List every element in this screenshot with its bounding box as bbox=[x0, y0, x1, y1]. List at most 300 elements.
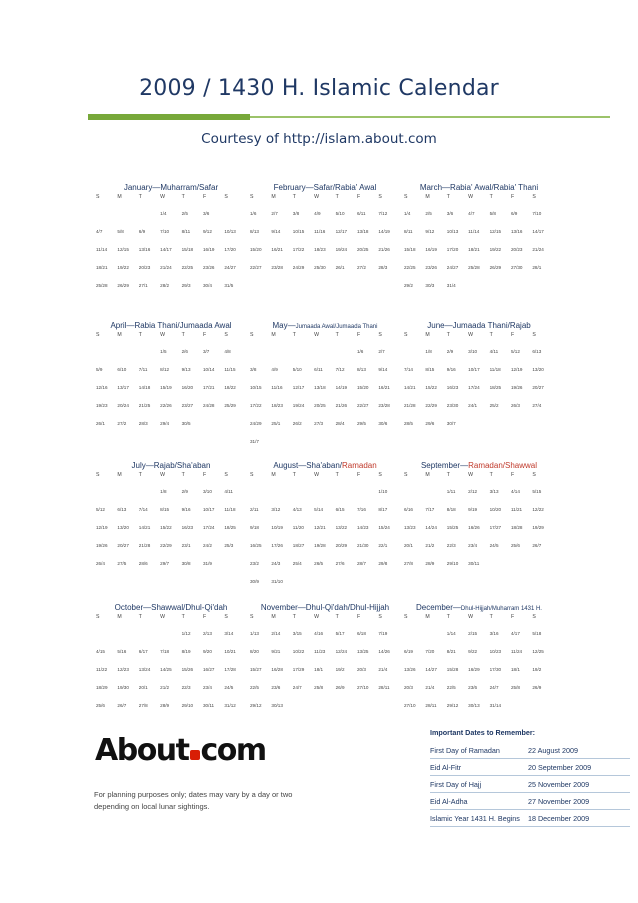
day-cell: 13/25 bbox=[356, 648, 369, 654]
weekday-label: T bbox=[335, 472, 339, 478]
month-title-main: June—Jumaada Thani/Rajab bbox=[427, 321, 531, 330]
weekday-label: T bbox=[292, 332, 296, 338]
weekday-label: M bbox=[117, 194, 122, 200]
day-cell: 23/6 bbox=[468, 684, 478, 690]
day-cell: 29/10 bbox=[446, 560, 459, 566]
day-cell: 23/26 bbox=[202, 264, 215, 270]
week-row bbox=[404, 518, 554, 536]
month-block bbox=[250, 602, 400, 714]
weekday-header bbox=[404, 332, 554, 342]
day-cell: 27/10 bbox=[356, 684, 369, 690]
day-cell: 1/4 bbox=[160, 210, 167, 216]
day-cell: 9/21 bbox=[271, 648, 281, 654]
week-row bbox=[250, 518, 400, 536]
weekday-label: T bbox=[292, 194, 296, 200]
day-cell: 1/12 bbox=[181, 630, 191, 636]
day-cell: 24/28 bbox=[202, 402, 215, 408]
day-cell: 5/12 bbox=[510, 348, 520, 354]
day-cell: 13/23 bbox=[404, 524, 416, 530]
week-row bbox=[250, 696, 400, 714]
weekday-label: W bbox=[468, 614, 474, 620]
week-row bbox=[96, 258, 246, 276]
weekday-label: F bbox=[202, 332, 207, 338]
weekday-label: F bbox=[202, 472, 207, 478]
day-cell: 10/13 bbox=[446, 228, 459, 234]
weekday-label: T bbox=[138, 194, 142, 200]
day-cell: 24/5 bbox=[224, 684, 234, 690]
week-row bbox=[250, 396, 400, 414]
weekday-label: S bbox=[404, 332, 408, 338]
day-cell: 28/2 bbox=[160, 282, 170, 288]
day-cell: 17/22 bbox=[292, 246, 305, 252]
week-row bbox=[250, 204, 400, 222]
day-cell: 20/1 bbox=[138, 684, 148, 690]
day-cell: 1/8 bbox=[160, 488, 167, 494]
weekday-label: T bbox=[446, 614, 450, 620]
day-cell: 15/20 bbox=[250, 246, 262, 252]
week-row bbox=[96, 342, 246, 360]
day-cell: 16/29 bbox=[468, 666, 480, 672]
weekday-label: F bbox=[510, 332, 515, 338]
day-cell: 14/25 bbox=[160, 666, 172, 672]
day-cell: 14/26 bbox=[378, 648, 390, 654]
important-dates-heading: Important Dates to Remember: bbox=[430, 728, 536, 737]
day-cell: 14/21 bbox=[404, 384, 416, 390]
day-cell: 5/10 bbox=[335, 210, 345, 216]
day-cell: 7/11 bbox=[138, 366, 148, 372]
weekday-label: F bbox=[510, 194, 515, 200]
day-cell: 14/23 bbox=[356, 524, 369, 530]
important-date-row bbox=[430, 759, 630, 776]
day-cell: 2/11 bbox=[250, 506, 259, 512]
month-block bbox=[250, 182, 400, 276]
day-cell: 24/5 bbox=[489, 542, 499, 548]
month-title-main: August—Sha'aban/ bbox=[273, 461, 342, 470]
day-cell: 25/6 bbox=[510, 542, 520, 548]
day-cell: 18/29 bbox=[96, 684, 108, 690]
day-cell: 15/26 bbox=[181, 666, 194, 672]
month-title-main: January—Muharram/Safar bbox=[123, 183, 219, 192]
day-cell: 29/6 bbox=[425, 420, 435, 426]
week-row bbox=[96, 518, 246, 536]
day-cell: 14/17 bbox=[160, 246, 172, 252]
week-row bbox=[96, 536, 246, 554]
day-cell: 27/3 bbox=[314, 420, 324, 426]
day-cell: 8/13 bbox=[250, 228, 259, 234]
day-cell: 1/11 bbox=[446, 488, 456, 494]
month-title-sub: Dhul-Hijjah/Muharram 1431 H. bbox=[460, 606, 542, 612]
month-title bbox=[250, 320, 400, 331]
day-cell: 22/25 bbox=[404, 264, 416, 270]
day-cell: 11/22 bbox=[96, 666, 108, 672]
weekday-header bbox=[404, 194, 554, 204]
day-cell: 6/13 bbox=[117, 506, 127, 512]
day-cell: 22/1 bbox=[378, 542, 388, 548]
day-cell: 15/20 bbox=[356, 384, 369, 390]
day-cell: 1/5 bbox=[160, 348, 167, 354]
day-cell: 28/11 bbox=[425, 702, 437, 708]
week-row bbox=[404, 240, 554, 258]
day-cell: 3/8 bbox=[250, 366, 257, 372]
day-cell: 28/3 bbox=[378, 264, 388, 270]
page-title: 2009 / 1430 H. Islamic Calendar bbox=[139, 76, 499, 101]
day-cell: 20/24 bbox=[117, 402, 129, 408]
disclaimer-text: For planning purposes only; dates may vary by a day or two depending on local lunar sightings. bbox=[94, 790, 293, 811]
day-cell: 17/30 bbox=[489, 666, 502, 672]
day-cell: 7/20 bbox=[425, 648, 435, 654]
day-cell: 5/16 bbox=[117, 648, 127, 654]
weekday-label: S bbox=[378, 332, 382, 338]
month-block bbox=[96, 602, 246, 714]
day-cell: 6/18 bbox=[356, 630, 366, 636]
day-cell: 10/14 bbox=[202, 366, 215, 372]
day-cell: 25/6 bbox=[96, 702, 105, 708]
weekday-label: M bbox=[271, 194, 276, 200]
day-cell: 28/3 bbox=[138, 420, 148, 426]
day-cell: 8/12 bbox=[160, 366, 170, 372]
month-block bbox=[404, 182, 554, 294]
day-cell: 31/7 bbox=[250, 438, 259, 444]
day-cell: 11/16 bbox=[271, 384, 283, 390]
month-block bbox=[96, 182, 246, 294]
weekday-label: M bbox=[425, 614, 430, 620]
day-cell: 25/3 bbox=[224, 542, 234, 548]
weekday-label: M bbox=[117, 332, 122, 338]
day-cell: 16/19 bbox=[425, 246, 437, 252]
week-row bbox=[404, 222, 554, 240]
day-cell: 26/9 bbox=[335, 684, 345, 690]
day-cell: 30/5 bbox=[181, 420, 191, 426]
day-cell: 11/16 bbox=[314, 228, 326, 234]
week-row bbox=[96, 396, 246, 414]
day-cell: 8/19 bbox=[181, 648, 191, 654]
day-cell: 25/8 bbox=[510, 684, 520, 690]
day-cell: 4/15 bbox=[96, 648, 105, 654]
week-row bbox=[96, 482, 246, 500]
weekday-label: S bbox=[250, 332, 254, 338]
weekday-header bbox=[404, 614, 554, 624]
day-cell: 17/21 bbox=[202, 384, 215, 390]
day-cell: 19/24 bbox=[292, 402, 305, 408]
day-cell: 1/10 bbox=[378, 488, 388, 494]
day-cell: 25/8 bbox=[314, 684, 324, 690]
day-cell: 20/27 bbox=[532, 384, 544, 390]
week-row bbox=[404, 258, 554, 276]
day-cell: 2/5 bbox=[425, 210, 432, 216]
day-cell: 13/18 bbox=[314, 384, 326, 390]
weekday-label: F bbox=[510, 614, 515, 620]
day-cell: 23/2 bbox=[250, 560, 259, 566]
day-cell: 20/27 bbox=[117, 542, 129, 548]
day-cell: 16/27 bbox=[202, 666, 215, 672]
day-cell: 22/29 bbox=[425, 402, 437, 408]
weekday-label: S bbox=[224, 472, 228, 478]
weekday-label: F bbox=[202, 614, 207, 620]
day-cell: 29/4 bbox=[160, 420, 170, 426]
week-row bbox=[250, 554, 400, 572]
month-title-main: December— bbox=[416, 603, 461, 612]
day-cell: 29/7 bbox=[160, 560, 170, 566]
day-cell: 25/4 bbox=[292, 560, 302, 566]
day-cell: 16/23 bbox=[181, 524, 194, 530]
day-cell: 8/15 bbox=[160, 506, 170, 512]
week-row bbox=[96, 554, 246, 572]
weekday-label: T bbox=[335, 194, 339, 200]
day-cell: 14/24 bbox=[425, 524, 437, 530]
day-cell: 13/16 bbox=[510, 228, 523, 234]
day-cell: 29/2 bbox=[404, 282, 413, 288]
important-date-name: First Day of Ramadan bbox=[430, 745, 500, 755]
day-cell: 22/27 bbox=[250, 264, 262, 270]
day-cell: 15/19 bbox=[160, 384, 172, 390]
day-cell: 26/4 bbox=[96, 560, 105, 566]
day-cell: 27/5 bbox=[117, 560, 127, 566]
day-cell: 11/14 bbox=[468, 228, 480, 234]
day-cell: 27/8 bbox=[404, 560, 413, 566]
weekday-label: T bbox=[292, 614, 296, 620]
day-cell: 11/21 bbox=[510, 506, 523, 512]
weekday-label: F bbox=[356, 332, 361, 338]
day-cell: 13/22 bbox=[335, 524, 348, 530]
day-cell: 10/21 bbox=[224, 648, 236, 654]
weekday-label: S bbox=[96, 472, 100, 478]
day-cell: 16/25 bbox=[250, 542, 262, 548]
important-date-row bbox=[430, 810, 630, 827]
day-cell: 10/15 bbox=[292, 228, 305, 234]
day-cell: 24/3 bbox=[271, 560, 281, 566]
month-title-ramadan: Ramadan/Shawwal bbox=[468, 461, 538, 470]
day-cell: 9/13 bbox=[181, 366, 191, 372]
day-cell: 21/26 bbox=[335, 402, 348, 408]
weekday-label: F bbox=[510, 472, 515, 478]
week-row bbox=[96, 678, 246, 696]
day-cell: 14/19 bbox=[378, 228, 390, 234]
day-cell: 9/16 bbox=[446, 366, 456, 372]
weekday-label: F bbox=[356, 472, 361, 478]
day-cell: 28/7 bbox=[356, 560, 366, 566]
day-cell: 17/24 bbox=[202, 524, 215, 530]
week-row bbox=[404, 536, 554, 554]
day-cell: 12/15 bbox=[117, 246, 129, 252]
weekday-label: W bbox=[314, 614, 320, 620]
day-cell: 5/10 bbox=[292, 366, 302, 372]
day-cell: 30/8 bbox=[181, 560, 191, 566]
day-cell: 19/2 bbox=[532, 666, 542, 672]
month-block bbox=[250, 320, 400, 450]
day-cell: 30/6 bbox=[378, 420, 388, 426]
day-cell: 14/27 bbox=[425, 666, 437, 672]
month-block bbox=[250, 460, 400, 590]
day-cell: 31/14 bbox=[489, 702, 502, 708]
week-row bbox=[404, 624, 554, 642]
important-date-value: 20 September 2009 bbox=[528, 762, 592, 772]
week-row bbox=[96, 360, 246, 378]
day-cell: 13/24 bbox=[138, 666, 151, 672]
day-cell: 13/17 bbox=[117, 384, 129, 390]
day-cell: 8/13 bbox=[356, 366, 366, 372]
day-cell: 30/4 bbox=[202, 282, 212, 288]
week-row bbox=[250, 536, 400, 554]
week-row bbox=[404, 360, 554, 378]
day-cell: 15/18 bbox=[404, 246, 416, 252]
weekday-label: W bbox=[160, 332, 166, 338]
day-cell: 28/4 bbox=[335, 420, 345, 426]
day-cell: 10/17 bbox=[468, 366, 480, 372]
week-row bbox=[250, 678, 400, 696]
day-cell: 19/24 bbox=[335, 246, 348, 252]
day-cell: 31/4 bbox=[446, 282, 456, 288]
day-cell: 3/6 bbox=[446, 210, 454, 216]
day-cell: 18/21 bbox=[96, 264, 108, 270]
day-cell: 20/25 bbox=[356, 246, 369, 252]
day-cell: 4/14 bbox=[510, 488, 520, 494]
week-row bbox=[404, 660, 554, 678]
month-title bbox=[250, 602, 400, 613]
day-cell: 23/27 bbox=[181, 402, 194, 408]
month-title-main: November—Dhul-Qi'dah/Dhul-Hijjah bbox=[260, 603, 390, 612]
month-title-main: July—Rajab/Sha'aban bbox=[131, 461, 211, 470]
week-row bbox=[404, 342, 554, 360]
day-cell: 21/24 bbox=[532, 246, 544, 252]
week-row bbox=[404, 396, 554, 414]
day-cell: 6/10 bbox=[117, 366, 127, 372]
day-cell: 26/7 bbox=[117, 702, 127, 708]
day-cell: 25/28 bbox=[96, 282, 108, 288]
month-title-main: September— bbox=[420, 461, 469, 470]
weekday-label: W bbox=[468, 332, 474, 338]
day-cell: 21/2 bbox=[160, 684, 170, 690]
day-cell: 26/9 bbox=[532, 684, 542, 690]
day-cell: 30/3 bbox=[425, 282, 435, 288]
important-date-value: 25 November 2009 bbox=[528, 779, 590, 789]
day-cell: 17/20 bbox=[446, 246, 459, 252]
weekday-label: W bbox=[160, 194, 166, 200]
day-cell: 7/10 bbox=[160, 228, 170, 234]
day-cell: 18/21 bbox=[468, 246, 480, 252]
weekday-label: S bbox=[96, 194, 100, 200]
important-date-value: 27 November 2009 bbox=[528, 796, 590, 806]
day-cell: 12/19 bbox=[96, 524, 108, 530]
day-cell: 13/20 bbox=[117, 524, 129, 530]
day-cell: 4/9 bbox=[271, 366, 278, 372]
week-row bbox=[96, 414, 246, 432]
weekday-label: M bbox=[117, 472, 122, 478]
logo-text-suffix: com bbox=[200, 733, 266, 768]
day-cell: 17/26 bbox=[271, 542, 283, 548]
day-cell: 24/27 bbox=[224, 264, 236, 270]
day-cell: 21/2 bbox=[425, 542, 435, 548]
day-cell: 5/12 bbox=[96, 506, 105, 512]
weekday-header bbox=[96, 472, 246, 482]
week-row bbox=[96, 240, 246, 258]
weekday-label: T bbox=[489, 194, 493, 200]
day-cell: 9/20 bbox=[202, 648, 212, 654]
day-cell: 6/17 bbox=[138, 648, 148, 654]
day-cell: 11/24 bbox=[510, 648, 523, 654]
month-title-main: April—Rabia Thani/Jumaada Awal bbox=[110, 321, 232, 330]
day-cell: 19/30 bbox=[117, 684, 129, 690]
weekday-label: S bbox=[532, 472, 536, 478]
weekday-header bbox=[96, 614, 246, 624]
day-cell: 9/16 bbox=[181, 506, 191, 512]
day-cell: 17/24 bbox=[468, 384, 480, 390]
week-row bbox=[250, 660, 400, 678]
day-cell: 27/1 bbox=[138, 282, 148, 288]
weekday-label: W bbox=[160, 472, 166, 478]
day-cell: 19/23 bbox=[96, 402, 108, 408]
day-cell: 5/9 bbox=[96, 366, 103, 372]
day-cell: 23/28 bbox=[271, 264, 283, 270]
week-row bbox=[96, 642, 246, 660]
day-cell: 12/17 bbox=[292, 384, 305, 390]
day-cell: 29/8 bbox=[378, 560, 388, 566]
day-cell: 25/28 bbox=[468, 264, 480, 270]
day-cell: 1/13 bbox=[250, 630, 259, 636]
day-cell: 7/12 bbox=[335, 366, 345, 372]
day-cell: 10/19 bbox=[271, 524, 283, 530]
day-cell: 16/23 bbox=[446, 384, 459, 390]
day-cell: 17/29 bbox=[292, 666, 305, 672]
day-cell: 5/8 bbox=[489, 210, 496, 216]
day-cell: 20/3 bbox=[356, 666, 366, 672]
week-row bbox=[96, 660, 246, 678]
weekday-label: T bbox=[335, 332, 339, 338]
day-cell: 7/10 bbox=[532, 210, 542, 216]
important-date-row bbox=[430, 793, 630, 810]
day-cell: 4/7 bbox=[468, 210, 475, 216]
day-cell: 5/17 bbox=[335, 630, 345, 636]
weekday-label: S bbox=[532, 614, 536, 620]
day-cell: 18/1 bbox=[510, 666, 520, 672]
week-row bbox=[250, 624, 400, 642]
weekday-header bbox=[96, 194, 246, 204]
day-cell: 26/1 bbox=[335, 264, 345, 270]
month-block bbox=[404, 602, 554, 714]
day-cell: 21/25 bbox=[138, 402, 151, 408]
day-cell: 18/1 bbox=[314, 666, 324, 672]
day-cell: 22/5 bbox=[250, 684, 259, 690]
day-cell: 3/13 bbox=[489, 488, 499, 494]
weekday-header bbox=[250, 472, 400, 482]
day-cell: 10/15 bbox=[250, 384, 262, 390]
day-cell: 9/12 bbox=[202, 228, 212, 234]
week-row bbox=[250, 222, 400, 240]
day-cell: 17/22 bbox=[250, 402, 262, 408]
weekday-label: S bbox=[250, 614, 254, 620]
important-date-row bbox=[430, 776, 630, 793]
day-cell: 25/29 bbox=[224, 402, 236, 408]
week-row bbox=[250, 240, 400, 258]
weekday-label: T bbox=[489, 472, 493, 478]
day-cell: 26/5 bbox=[314, 560, 324, 566]
day-cell: 3/8 bbox=[292, 210, 300, 216]
day-cell: 11/18 bbox=[224, 506, 236, 512]
weekday-label: S bbox=[404, 194, 408, 200]
day-cell: 27/6 bbox=[335, 560, 345, 566]
day-cell: 12/25 bbox=[532, 648, 544, 654]
week-row bbox=[250, 482, 400, 500]
day-cell: 22/5 bbox=[446, 684, 456, 690]
weekday-label: M bbox=[271, 332, 276, 338]
day-cell: 19/26 bbox=[96, 542, 108, 548]
day-cell: 19/2 bbox=[335, 666, 345, 672]
weekday-label: W bbox=[314, 332, 320, 338]
day-cell: 19/28 bbox=[314, 542, 326, 548]
day-cell: 12/22 bbox=[532, 506, 544, 512]
day-cell: 3/15 bbox=[292, 630, 302, 636]
day-cell: 20/25 bbox=[314, 402, 326, 408]
weekday-label: T bbox=[446, 194, 450, 200]
